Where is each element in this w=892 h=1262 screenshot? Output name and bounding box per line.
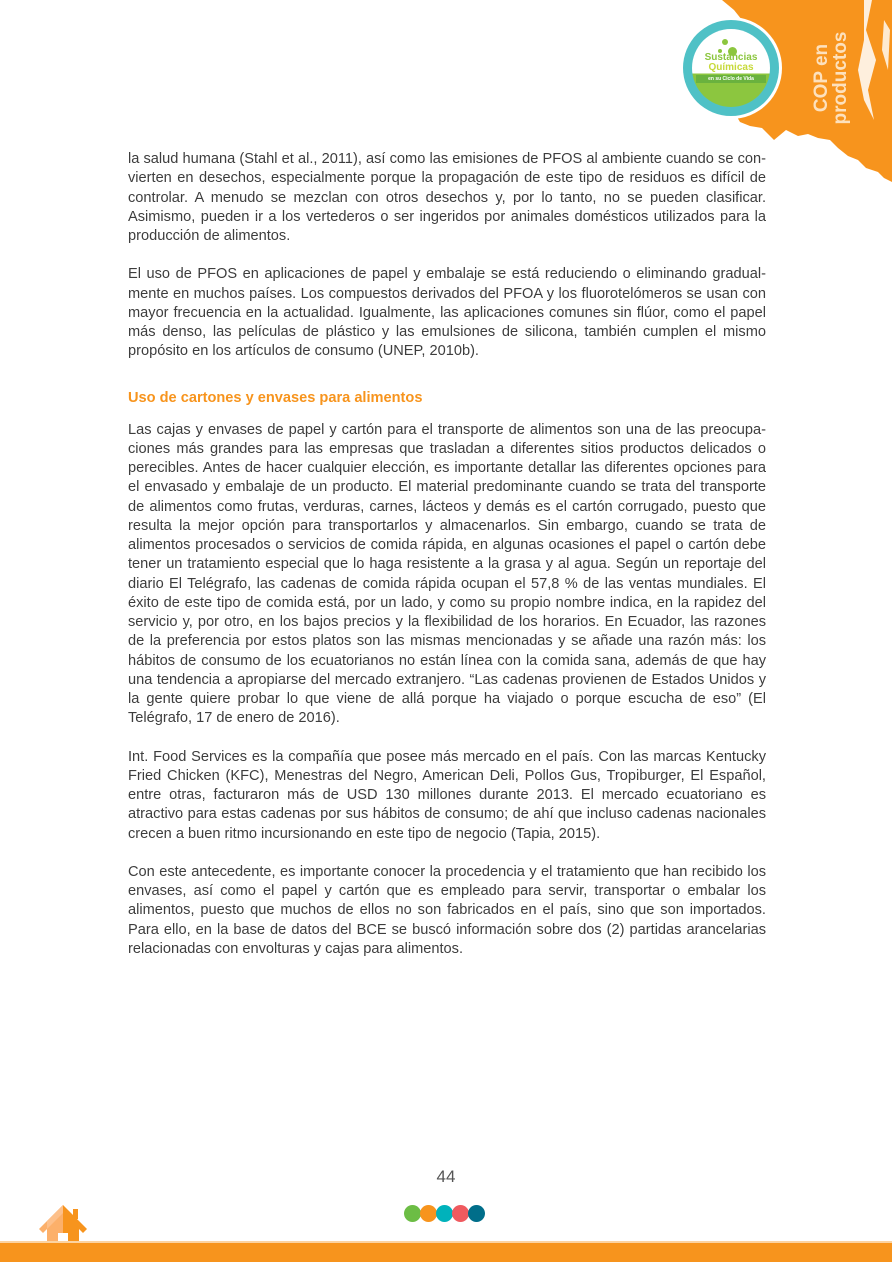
section-heading: Uso de cartones y envases para alimentos	[128, 389, 423, 406]
paragraph: Con este antecedente, es importante conocer la procedencia y el tratamiento que han recibido los envases, así como el papel y cartón que es empleado para servir, transportar o embalar los alimentos, puesto que muchos de ellos no son fabricados en el país, sino que son importados. Para ello, en la base de datos del BCE se buscó información sobre dos (2) partidas arancelarias relacionadas con envolturas y cajas para alimentos.	[128, 863, 766, 957]
footer-bar	[0, 1241, 892, 1262]
sustancias-quimicas-logo	[683, 20, 779, 116]
logo-title	[692, 53, 770, 73]
page-number: 44	[436, 1167, 456, 1186]
logo-inner-circle	[692, 29, 770, 107]
paragraph: Las cajas y envases de papel y cartón para el transporte de alimentos son una de las preocupaciones más grandes para las empresas que trasladan a diferentes sitios productos delicados o perecibles. Antes de hacer cualquier elección, es importante detallar las diferentes opciones para el envasado y embalaje de un producto. El material predominante cuando se trata del transporte de alimentos como frutas, verduras, carnes, lácteos y demás es el cartón corrugado, puesto que resulta la mejor opción para transportarlos y almacenarlos. Sin embargo, cuando se trata de alimentos procesados o servicios de comida rápida, en algunas ocasiones el papel o cartón debe tener un tratamiento especial que lo haga resistente a la grasa y al agua. Según un reportaje del diario El Telégrafo, las cadenas de comida rápida ocupan el 57,8 % de las ventas mundiales. El éxito de este tipo de comida está, por un lado, y como su propio nombre indica, en la rapidez del servicio y, por otro, en los bajos precios y la flexibilidad de los horarios. En Ecuador, las razones de la preferencia por estos platos son las mismas mencionadas y se añade una razón más: los hábitos de consumo de los ecuatorianos no están línea con la comida sana, además de que hay una tendencia a apropiarse del mercado extranjero. “Las cadenas provienen de Estados Unidos y la gente quiere probar lo que viene de allá porque ha viajado o porque escucha de eso” (El Telégrafo, 17 de enero de 2016).	[128, 421, 766, 727]
dot-teal	[436, 1205, 453, 1222]
paragraph: la salud humana (Stahl et al., 2011), así como las emisiones de PFOS al ambiente cuando se convierten en desechos, especialmente porque la propagación de este tipo de residuos es difícil de controlar. A menudo se mezclan con otros desechos y, por lo tanto, no se pueden clasificar. Asimismo, pueden ir a los vertederos o ser ingeridos por animales domésticos utilizados para la producción de alimentos.	[128, 151, 766, 244]
color-dots-decoration	[404, 1205, 484, 1222]
home-icon[interactable]	[39, 1205, 87, 1245]
dot-orange	[420, 1205, 437, 1222]
main-content	[128, 150, 766, 978]
section-tab-label	[812, 28, 850, 128]
dot-dark-teal	[468, 1205, 485, 1222]
paragraph: Int. Food Services es la compañía que posee más mercado en el país. Con las marcas Kentucky Fried Chicken (KFC), Menestras del Negro, American Deli, Pollos Gus, Tropiburger, El Español, entre otras, facturaron más de USD 130 millones durante 2013. El mercado ecuatoriano es atractivo para estas cadenas por sus hábitos de consumo; de ahí que incluso cadenas nacionales crecen a buen ritmo incursionando en este tipo de negocio (Tapia, 2015).	[128, 748, 766, 842]
dot-coral	[452, 1205, 469, 1222]
logo-band: en su Ciclo de Vida	[696, 75, 766, 83]
logo-title-line2: Químicas	[708, 62, 754, 73]
section-tab-line1: COP en	[811, 43, 832, 113]
logo-title-line1: Sustancias	[704, 52, 758, 63]
paragraph: El uso de PFOS en aplicaciones de papel y embalaje se está reduciendo o eliminando gradualmente en muchos países. Los compuestos derivados del PFOA y los fluorotelómeros se usan con mayor frecuencia en la actualidad. Igualmente, las aplicaciones comunes sin flúor, como el papel más denso, las películas de plástico y las emulsiones de silicona, también cumplen el mismo propósito en los artículos de consumo (UNEP, 2010b).	[128, 266, 766, 360]
section-tab-line2: productos	[830, 31, 851, 125]
dot-green	[404, 1205, 421, 1222]
